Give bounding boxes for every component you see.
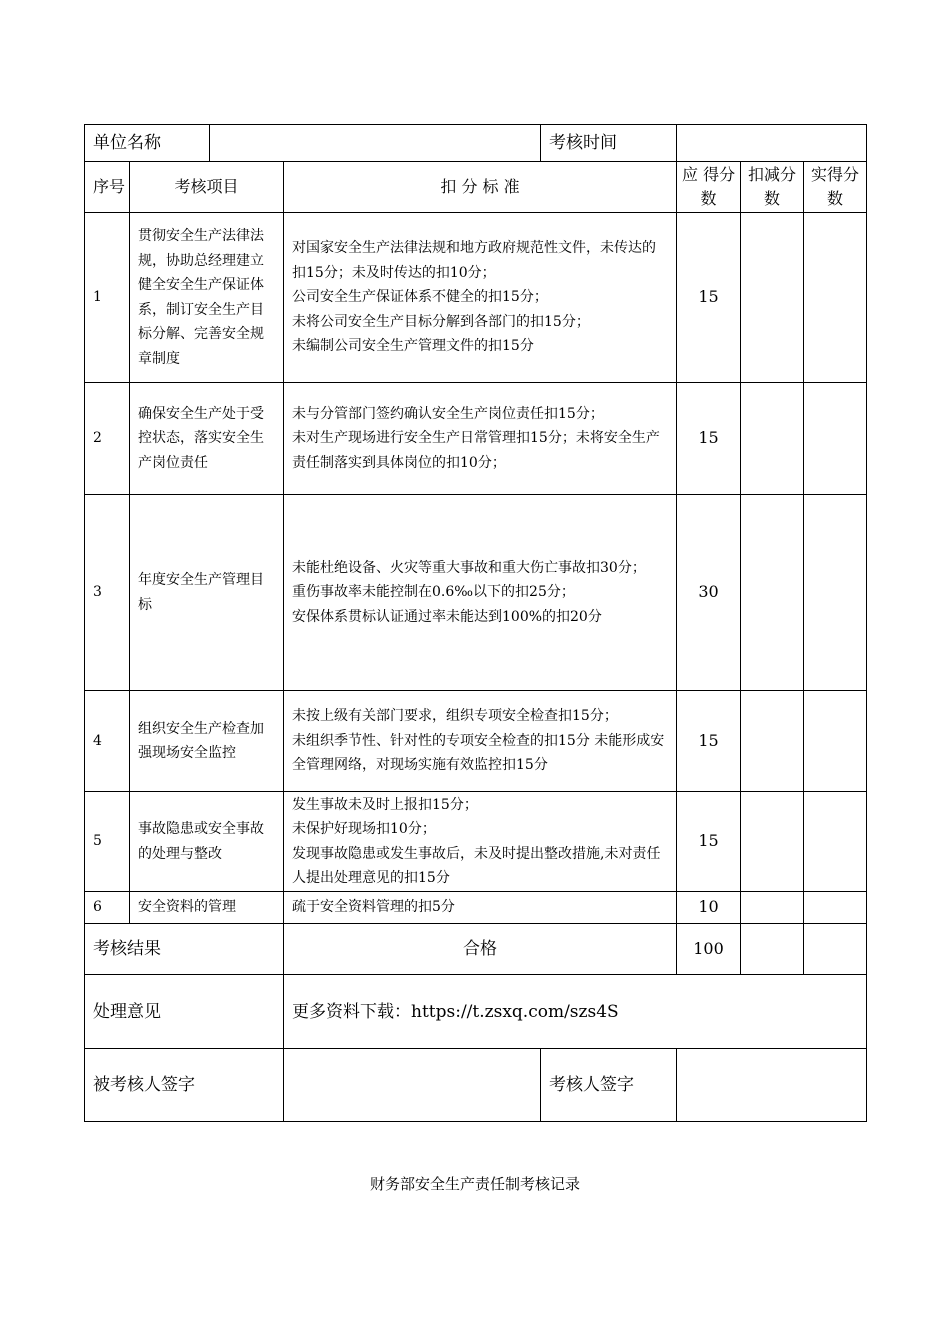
col-seq: 序号 [85, 162, 130, 213]
row-due-score: 10 [677, 892, 741, 924]
col-due: 应 得分数 [677, 162, 741, 213]
row-seq: 5 [85, 792, 130, 892]
criteria-line: 未按上级有关部门要求，组织专项安全检查扣15分； [292, 708, 618, 725]
opinion-row [85, 975, 867, 1049]
criteria-line: 对国家安全生产法律法规和地方政府规范性文件，未传达的扣15分；未及时传达的扣10分； [292, 240, 656, 281]
opinion-value[interactable]: 更多资料下载：https://t.zsxq.com/szs4S [284, 975, 867, 1049]
examinee-signature-field[interactable] [284, 1049, 541, 1122]
table-row [85, 792, 867, 892]
signature-row [85, 1049, 867, 1122]
criteria-line: 未将公司安全生产目标分解到各部门的扣15分； [292, 313, 590, 330]
row-criteria [284, 691, 677, 792]
table-row [85, 892, 867, 924]
criteria-line: 安保体系贯标认证通过率未能达到100%的扣20分 [292, 608, 602, 625]
row-due-score: 15 [677, 792, 741, 892]
row-actual-score[interactable] [804, 495, 867, 691]
row-item: 贯彻安全生产法律法规，协助总经理建立健全安全生产保证体系，制订安全生产目标分解、完善安全规章制度 [130, 213, 284, 383]
row-criteria [284, 792, 677, 892]
col-criteria: 扣 分 标 准 [284, 162, 677, 213]
row-criteria [284, 892, 677, 924]
unit-name-value[interactable] [210, 125, 541, 162]
column-header-row [85, 162, 867, 213]
criteria-line: 疏于安全资料管理的扣5分 [292, 899, 455, 916]
criteria-line: 未与分管部门签约确认安全生产岗位责任扣15分； [292, 405, 604, 422]
row-seq: 1 [85, 213, 130, 383]
row-item: 组织安全生产检查加强现场安全监控 [130, 691, 284, 792]
row-actual-score[interactable] [804, 691, 867, 792]
row-deduct-score[interactable] [741, 383, 804, 495]
header-row [85, 125, 867, 162]
row-item: 安全资料的管理 [130, 892, 284, 924]
criteria-line: 未对生产现场进行安全生产日常管理扣15分；未将安全生产责任制落实到具体岗位的扣10分； [292, 430, 660, 471]
row-due-score: 15 [677, 691, 741, 792]
criteria-line: 未组织季节性、针对性的专项安全检查的扣15分 未能形成安全管理网络，对现场实施有效监控扣15分 [292, 732, 665, 774]
result-label: 考核结果 [85, 924, 284, 975]
row-actual-score[interactable] [804, 213, 867, 383]
row-item: 年度安全生产管理目标 [130, 495, 284, 691]
result-value: 合格 [284, 924, 677, 975]
criteria-line: 未保护好现场扣10分； [292, 821, 436, 837]
table-row [85, 691, 867, 792]
examinee-signature-label: 被考核人签字 [85, 1049, 284, 1122]
row-item: 事故隐患或安全事故的处理与整改 [130, 792, 284, 892]
table-row [85, 495, 867, 691]
row-deduct-score[interactable] [741, 892, 804, 924]
table-row [85, 383, 867, 495]
row-criteria [284, 495, 677, 691]
result-total: 100 [677, 924, 741, 975]
unit-name-label: 单位名称 [85, 125, 210, 162]
result-deduct[interactable] [741, 924, 804, 975]
result-row [85, 924, 867, 975]
assessment-time-value[interactable] [677, 125, 867, 162]
assessment-table [84, 124, 867, 1122]
criteria-line: 未能杜绝设备、火灾等重大事故和重大伤亡事故扣30分； [292, 559, 646, 576]
page-footer: 财务部安全生产责任制考核记录 [369, 1175, 580, 1193]
criteria-line: 重伤事故率未能控制在0.6‰以下的扣25分； [292, 584, 575, 601]
col-actual: 实得分数 [804, 162, 867, 213]
row-actual-score[interactable] [804, 383, 867, 495]
row-seq: 4 [85, 691, 130, 792]
row-due-score: 30 [677, 495, 741, 691]
examiner-signature-field[interactable] [677, 1049, 867, 1122]
row-deduct-score[interactable] [741, 213, 804, 383]
row-actual-score[interactable] [804, 892, 867, 924]
row-seq: 2 [85, 383, 130, 495]
criteria-line: 未编制公司安全生产管理文件的扣15分 [292, 338, 534, 355]
row-actual-score[interactable] [804, 792, 867, 892]
col-item: 考核项目 [130, 162, 284, 213]
row-deduct-score[interactable] [741, 792, 804, 892]
opinion-label: 处理意见 [85, 975, 284, 1049]
row-item: 确保安全生产处于受控状态，落实安全生产岗位责任 [130, 383, 284, 495]
row-seq: 6 [85, 892, 130, 924]
row-seq: 3 [85, 495, 130, 691]
row-criteria [284, 383, 677, 495]
col-deduct: 扣减分数 [741, 162, 804, 213]
examiner-signature-label: 考核人签字 [541, 1049, 677, 1122]
table-row [85, 213, 867, 383]
criteria-line: 发现事故隐患或发生事故后，未及时提出整改措施,未对责任人提出处理意见的扣15分 [292, 845, 661, 886]
criteria-line: 发生事故未及时上报扣15分； [292, 796, 478, 813]
result-actual[interactable] [804, 924, 867, 975]
row-deduct-score[interactable] [741, 495, 804, 691]
row-due-score: 15 [677, 213, 741, 383]
row-criteria [284, 213, 677, 383]
row-due-score: 15 [677, 383, 741, 495]
row-deduct-score[interactable] [741, 691, 804, 792]
criteria-line: 公司安全生产保证体系不健全的扣15分； [292, 289, 548, 306]
assessment-time-label: 考核时间 [541, 125, 677, 162]
